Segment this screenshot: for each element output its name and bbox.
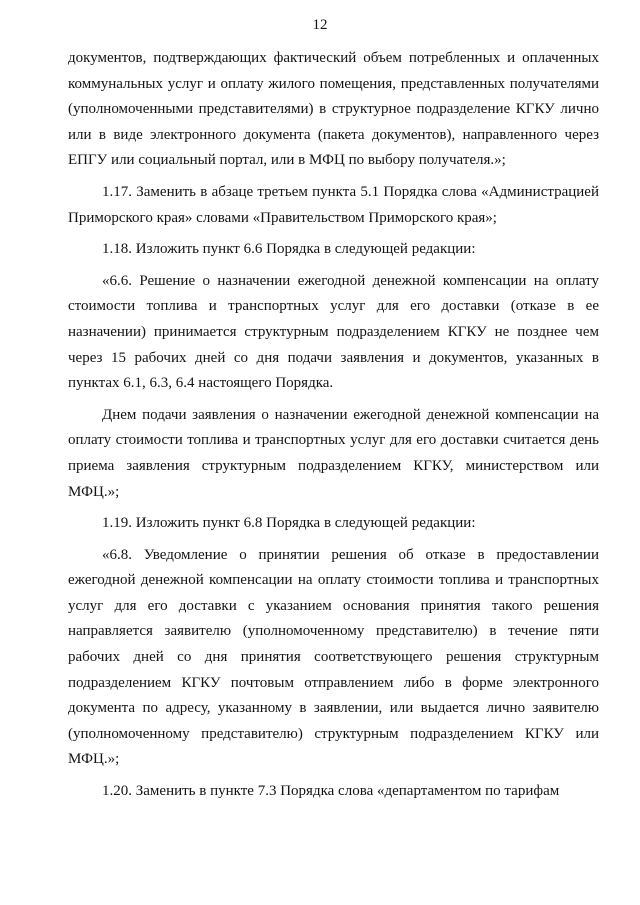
paragraph-1-20: 1.20. Заменить в пункте 7.3 Порядка слова «департаментом по тарифам	[102, 783, 560, 800]
paragraph-1-17: 1.17. Заменить в абзаце третьем пункта 5.1 Порядка слова «Администрацией Приморского края» словами «Правительством Приморского края»;	[68, 183, 599, 226]
page-number: 12	[312, 17, 328, 33]
paragraph-6-8-quote: «6.8. Уведомление о принятии решения об отказе в предоставлении ежегодной денежной компенсации на оплату стоимости топлива и транспортных услуг для его доставки с указанием основания принятия такого решения направляется заявителю (уполномоченному представителю) в течение пяти рабочих дней со дня принятия соответствующего решения структурным подразделением КГКУ почтовым отправлением либо в форме электронного документа по адресу, указанному в заявлении, или выдается лично заявителю (уполномоченному представителю) структурным подразделением КГКУ или МФЦ.»;	[68, 546, 599, 768]
document-body	[68, 46, 599, 811]
paragraph-1-18: 1.18. Изложить пункт 6.6 Порядка в следующей редакции:	[102, 241, 476, 258]
paragraph-continuation: документов, подтверждающих фактический объем потребленных и оплаченных коммунальных услуг и оплату жилого помещения, представленных получателями (уполномоченными представителями) в структурное подразделение КГКУ лично или в виде электронного документа (пакета документов), направленного через ЕПГУ или социальный портал, или в МФЦ по выбору получателя.»;	[68, 50, 599, 169]
paragraph-6-6-quote: «6.6. Решение о назначении ежегодной денежной компенсации на оплату стоимости топлива и транспортных услуг для его доставки (отказе в ее назначении) принимается структурным подразделением КГКУ не позднее чем через 15 рабочих дней со дня подачи заявления и документов, указанных в пунктах 6.1, 6.3, 6.4 настоящего Порядка.	[68, 272, 599, 392]
paragraph-1-19: 1.19. Изложить пункт 6.8 Порядка в следующей редакции:	[102, 515, 476, 532]
paragraph-submission-date: Днем подачи заявления о назначении ежегодной денежной компенсации на оплату стоимости топлива и транспортных услуг для его доставки считается день приема заявления структурным подразделением КГКУ, министерством или МФЦ.»;	[68, 406, 599, 500]
